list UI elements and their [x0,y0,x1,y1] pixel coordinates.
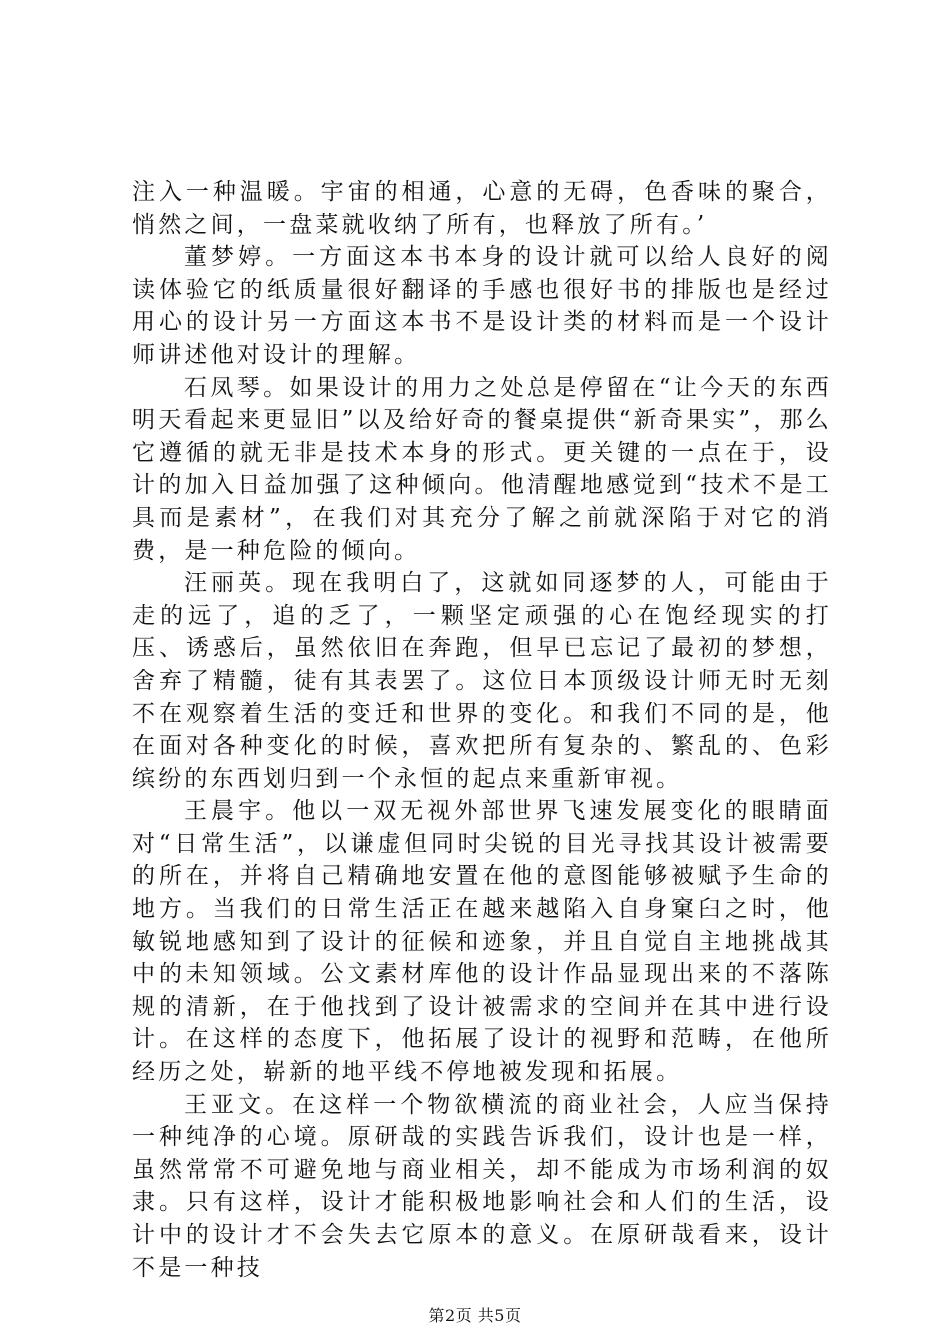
document-body [132,176,832,1284]
paragraph-1: 注入一种温暖。宇宙的相通，心意的无碍，色香味的聚合，悄然之间，一盘菜就收纳了所有，也释放了所有。’ [132,179,832,238]
paragraph-5: 王晨宇。他以一双无视外部世界飞速发展变化的眼睛面对“日常生活”，以谦虚但同时尖锐的目光寻找其设计被需要的所在，并将自己精确地安置在他的意图能够被赋予生命的地方。当我们的日常生活正在越来越陷入自身窠臼之时，他敏锐地感知到了设计的征候和迹象，并且自觉自主地挑战其中的未知领域。公文素材库他的设计作品显现出来的不落陈规的清新，在于他找到了设计被需求的空间并在其中进行设计。在这样的态度下，他拓展了设计的视野和范畴，在他所经历之处，崭新的地平线不停地被发现和拓展。 [132,798,832,1086]
paragraph-2: 董梦婷。一方面这本书本身的设计就可以给人良好的阅读体验它的纸质量很好翻译的手感也很好书的排版也是经过用心的设计另一方面这本书不是设计类的材料而是一个设计师讲述他对设计的理解。 [132,244,832,368]
paragraph-6: 王亚文。在这样一个物欲横流的商业社会，人应当保持一种纯净的心境。原研哉的实践告诉我们，设计也是一样，虽然常常不可避免地与商业相关，却不能成为市场利润的奴隶。只有这样，设计才能积极地影响社会和人们的生活，设计中的设计才不会失去它原本的意义。在原研哉看来，设计不是一种技 [132,1091,832,1281]
paragraph-3: 石凤琴。如果设计的用力之处总是停留在“让今天的东西明天看起来更显旧”以及给好奇的餐桌提供“新奇果实”，那么它遵循的就无非是技术本身的形式。更关键的一点在于，设计的加入日益加强了这种倾向。他清醒地感觉到“技术不是工具而是素材”，在我们对其充分了解之前就深陷于对它的消费，是一种危险的倾向。 [132,374,832,564]
paragraph-4: 汪丽英。现在我明白了，这就如同逐梦的人，可能由于走的远了，追的乏了，一颗坚定顽强的心在饱经现实的打压、诱惑后，虽然依旧在奔跑，但早已忘记了最初的梦想，舍弃了精髓，徒有其表罢了。这位日本顶级设计师无时无刻不在观察着生活的变迁和世界的变化。和我们不同的是，他在面对各种变化的时候，喜欢把所有复杂的、繁乱的、色彩缤纷的东西划归到一个永恒的起点来重新审视。 [132,570,832,792]
page-number-footer: 第2页 共5页 [428,1306,522,1325]
